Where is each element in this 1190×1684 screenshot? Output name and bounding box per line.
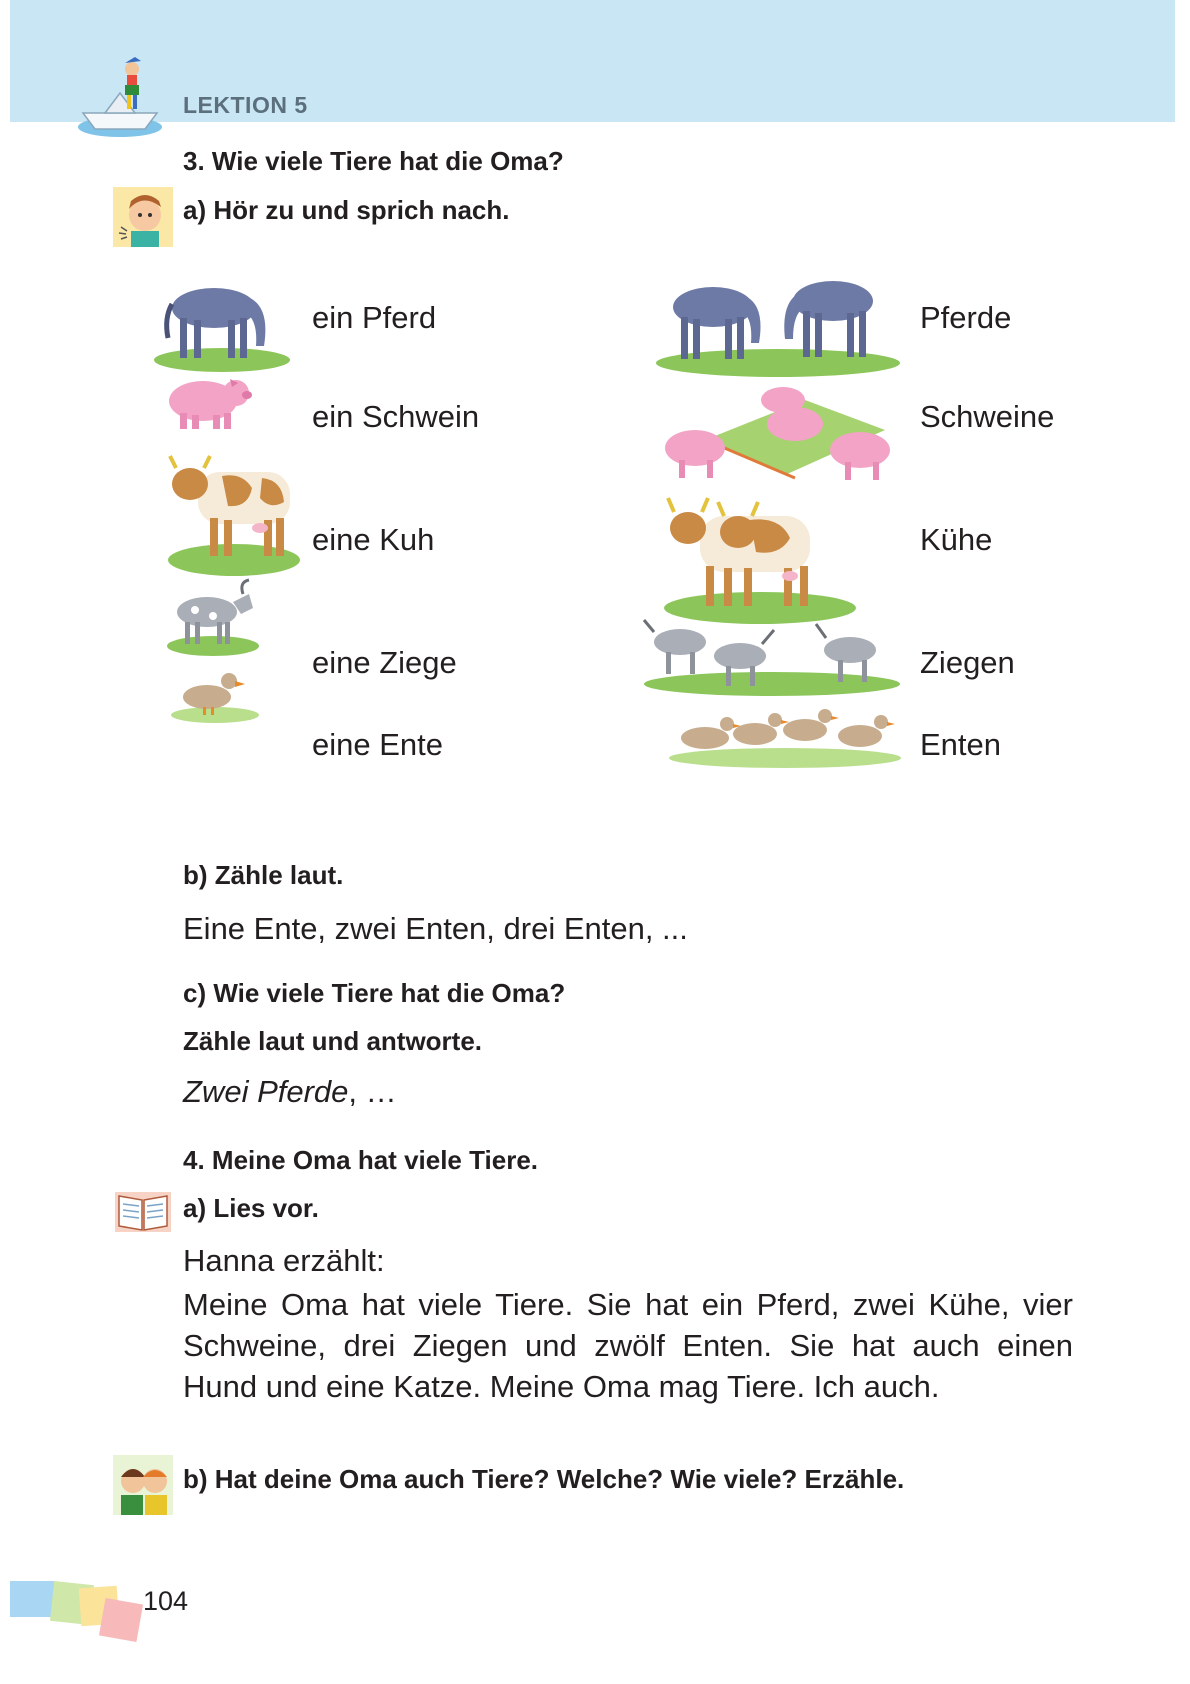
boat-mascot-icon: [75, 55, 175, 145]
exercise-4a-instruction: a) Lies vor.: [183, 1193, 319, 1223]
pig-illustration: [158, 365, 258, 435]
animal-plural-label: Ziegen: [920, 645, 1015, 680]
cow-illustration: [162, 448, 302, 578]
animal-singular-label: eine Kuh: [312, 522, 435, 557]
exercise-3c-example: [183, 1074, 397, 1110]
pigs-illustration: [655, 380, 900, 485]
exercise-3b-instruction: b) Zähle laut.: [183, 860, 344, 890]
exercise-4-title: 4. Meine Oma hat viele Tiere.: [183, 1145, 539, 1175]
exercise-4-intro: Hanna erzählt:: [183, 1243, 385, 1278]
example-rest: , …: [348, 1074, 397, 1109]
animal-singular-label: eine Ziege: [312, 645, 457, 680]
page-number: 104: [143, 1586, 189, 1616]
animal-singular-label: eine Ente: [312, 727, 443, 762]
goat-illustration: [165, 578, 265, 658]
exercise-4b-instruction: b) Hat deine Oma auch Tiere? Welche? Wie viele? Erzähle.: [183, 1464, 905, 1494]
animal-singular-label: ein Schwein: [312, 399, 480, 434]
exercise-3c-instruction: c) Wie viele Tiere hat die Oma?: [183, 978, 566, 1008]
ducks-illustration: [665, 700, 905, 770]
exercise-4-paragraph: Meine Oma hat viele Tiere. Sie hat ein Pferd, zwei Kühe, vier Schweine, drei Ziegen und zwölf Enten. Sie hat auch einen Hund und eine Katze. Meine Oma mag Tiere. Ich auch.: [183, 1287, 1073, 1404]
cows-illustration: [660, 490, 860, 625]
exercise-3c-instruction-2: Zähle laut und antworte.: [183, 1026, 483, 1056]
animal-plural-label: Enten: [920, 727, 1002, 762]
animal-singular-label: ein Pferd: [312, 300, 437, 335]
horse-illustration: [152, 268, 292, 373]
listening-child-icon: [113, 187, 173, 247]
animal-plural-label: Kühe: [920, 522, 993, 557]
exercise-3a-instruction: a) Hör zu und sprich nach.: [183, 195, 510, 225]
goats-illustration: [640, 612, 905, 697]
duck-illustration: [165, 665, 265, 725]
horses-illustration: [653, 265, 903, 380]
animal-plural-label: Schweine: [920, 399, 1055, 434]
talking-children-icon: [113, 1455, 173, 1515]
exercise-3b-example: Eine Ente, zwei Enten, drei Enten, ...: [183, 911, 688, 946]
lesson-label: LEKTION 5: [183, 92, 308, 118]
open-book-icon: [113, 1188, 173, 1236]
exercise-3-title: 3. Wie viele Tiere hat die Oma?: [183, 146, 564, 176]
example-italic: Zwei Pferde: [183, 1074, 349, 1109]
animal-plural-label: Pferde: [920, 300, 1012, 335]
corner-decoration: [10, 1577, 145, 1647]
